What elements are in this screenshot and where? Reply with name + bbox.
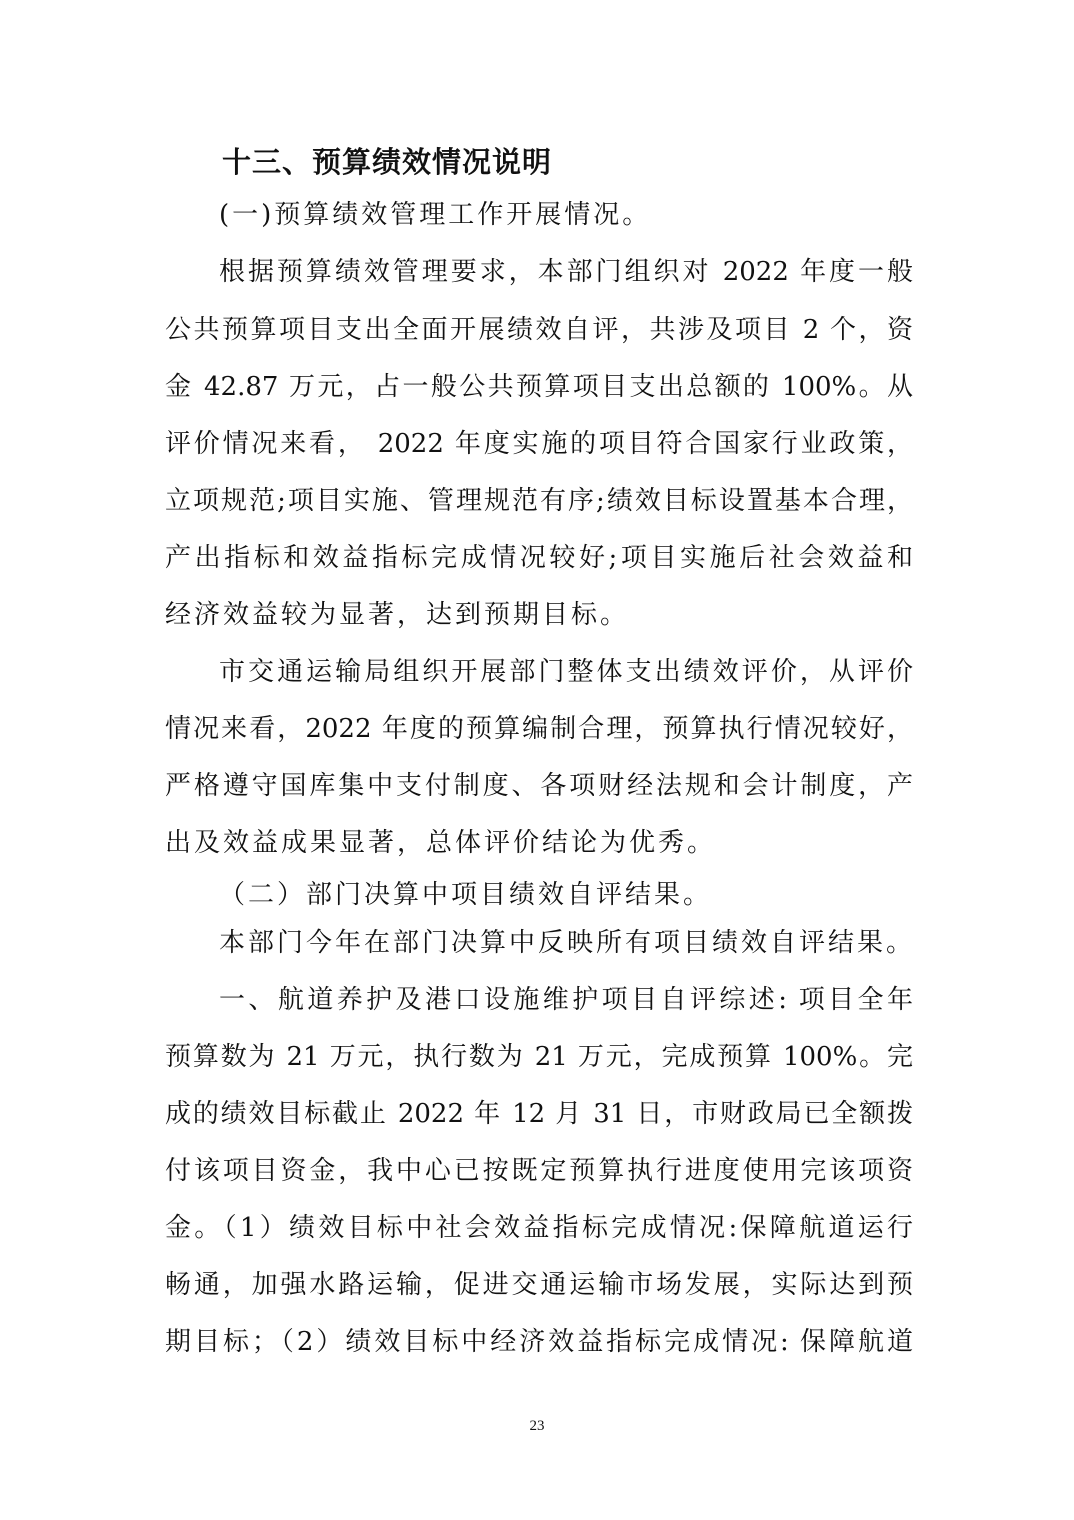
paragraph-1-line: 立项规范;项目实施、管理规范有序;绩效目标设置基本合理，: [165, 486, 913, 516]
paragraph-1-line: 产出指标和效益指标完成情况较好;项目实施后社会效益和: [165, 543, 913, 573]
paragraph-1-line: 评价情况来看， 2022 年度实施的项目符合国家行业政策，: [165, 429, 913, 459]
page-number: 23: [529, 1418, 545, 1434]
paragraph-4-line: 畅通，加强水路运输，促进交通运输市场发展，实际达到预: [165, 1270, 913, 1300]
paragraph-1-line: 经济效益较为显著，达到预期目标。: [165, 600, 630, 630]
paragraph-2-line: 出及效益成果显著，总体评价结论为优秀。: [165, 828, 717, 858]
subheading-1: (一)预算绩效管理工作开展情况。: [219, 200, 652, 230]
paragraph-1-line: 金 42.87 万元，占一般公共预算项目支出总额的 100%。从: [165, 372, 913, 402]
paragraph-1-line: 根据预算绩效管理要求，本部门组织对 2022 年度一般: [219, 257, 913, 287]
paragraph-4-line: 金。（1）绩效目标中社会效益指标完成情况:保障航道运行: [165, 1213, 913, 1243]
paragraph-4-line: 期目标；（2）绩效目标中经济效益指标完成情况: 保障航道: [165, 1327, 913, 1357]
paragraph-2-line: 市交通运输局组织开展部门整体支出绩效评价，从评价: [219, 657, 913, 687]
paragraph-4-line: 付该项目资金，我中心已按既定预算执行进度使用完该项资: [165, 1156, 913, 1186]
paragraph-1-line: 公共预算项目支出全面开展绩效自评，共涉及项目 2 个，资: [165, 315, 913, 345]
subheading-2: （二）部门决算中项目绩效自评结果。: [219, 880, 713, 910]
paragraph-4-line: 一、航道养护及港口设施维护项目自评综述: 项目全年: [219, 985, 913, 1015]
paragraph-2-line: 情况来看，2022 年度的预算编制合理，预算执行情况较好，: [165, 714, 913, 744]
paragraph-4-line: 成的绩效目标截止 2022 年 12 月 31 日，市财政局已全额拨: [165, 1099, 913, 1129]
section-heading: 十三、预算绩效情况说明: [222, 145, 553, 179]
paragraph-4-line: 预算数为 21 万元，执行数为 21 万元，完成预算 100%。完: [165, 1042, 913, 1072]
paragraph-2-line: 严格遵守国库集中支付制度、各项财经法规和会计制度，产: [165, 771, 913, 801]
paragraph-3-line: 本部门今年在部门决算中反映所有项目绩效自评结果。: [219, 928, 916, 958]
